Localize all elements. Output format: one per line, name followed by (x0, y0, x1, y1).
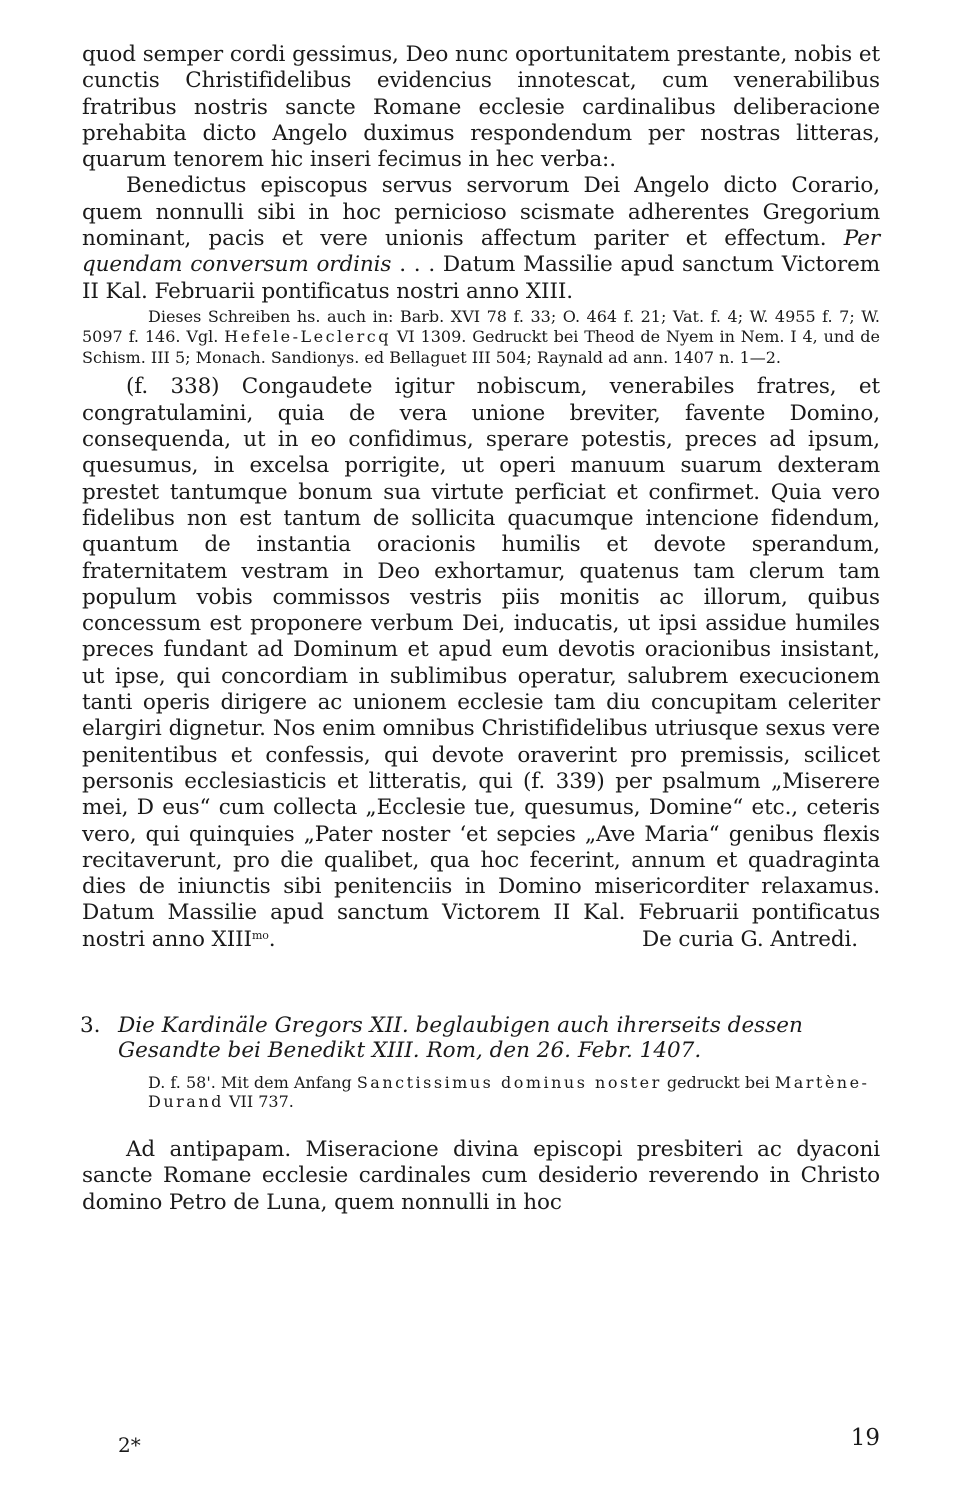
curia-signature: De curia G. Antredi. (641, 926, 858, 952)
footnote-sources-b: VI 1309. Gedruckt bei Theod de Nyem in Nem. I 4, und de Schism. III 5; Monach. Sandionys. ed Bellaguet III 504; Raynald ad ann. 1407 n. 1—2. (82, 327, 881, 367)
section-heading (82, 1013, 880, 1063)
paragraph-opening (82, 42, 880, 173)
section-note-c: VII 737. (228, 1092, 294, 1111)
section-title: Die Kardinäle Gregors XII. beglaubigen auch ihrerseits dessen Gesandte bei Benedikt XIII. Rom, den 26. Febr. 1407. (118, 1013, 803, 1063)
ad-antipapam-text: Ad antipapam. Miseracione divina episcopi presbiteri ac dyaconi sancte Romane ecclesie cardinales cum desiderio reverendo in Christo domino Petro de Luna, quem nonnulli in hoc (82, 1137, 880, 1215)
footnote-author: Hefele-Leclercq (224, 327, 391, 347)
section-note-b: gedruckt bei (666, 1073, 770, 1092)
section-note-incipit: Sanctissimus dominus noster (356, 1073, 662, 1092)
section-note-editor: Martène-Durand (148, 1073, 870, 1111)
letter-ellipsis: . . . (399, 252, 436, 278)
congaudete-end: . (268, 926, 276, 952)
letter-italic-phrase: Per quendam conversum ordinis (82, 226, 880, 278)
footnote-sources (82, 307, 880, 369)
paragraph-opening-text: quod semper cordi gessimus, Deo nunc oportunitatem prestante, nobis et cunctis Christifidelibus evidencius innotescat, cum venerabilibus fratribus nostris sancte Romane ecclesie cardinalibus deliberacione prehabita dicto Angelo duximus respondendum per nostras litteras, quarum tenorem hic inseri fecimus in hec verba:. (82, 42, 880, 173)
congaudete-text: (f. 338) Congaudete igitur nobiscum, venerabiles fratres, et congratulamini, quia de vera unione breviter, favente Domino, consequenda, ut in eo confidimus, sperare potestis, preces ad ipsum, quesumus, in excelsa porrigite, ut operi manuum suarum dexteram prestet tantumque bonum sua virtute perficiat et confirmet. Quia vero fidelibus non est tantum de sollicita quacumque intencione fidendum, quantum de instantia oracionis humilis et devote sperandum, fraternitatem vestram in Deo exhortamur, quatenus tam clerum tam populum vobis commissos vestris piis monitis ac illorum, quibus concessum est proponere verbum Dei, inducatis, ut ipsi assidue humiles preces fundant ad Dominum et apud eum devotis oracionibus insistant, ut ipse, qui concordiam in sublimibus operatur, salubrem execucionem tanti operis dirigere ac unionem ecclesie tam diu concupitam celeriter elargiri dignetur. Nos enim omnibus Christifidelibus utriusque sexus vere penitentibus et confessis, qui devote oraverint pro premissis, scilicet personis ecclesiasticis et litteratis, qui (f. 339) per psalmum „Miserere mei, D eus“ cum collecta „Ecclesie tue, quesumus, Domine“ etc., ceteris vero, qui quinquies „Pater noster ‘et sepcies „Ave Maria“ genibus flexis recitaverunt, pro die qualibet, qua hoc fecerint, annum et quadraginta dies de iniunctis sibi penitenciis in Domino misericorditer relaxamus. Datum Massilie apud sanctum Victorem II Kal. Februarii pontificatus nostri anno XIII (82, 374, 880, 952)
page-content (82, 42, 880, 1216)
ordinal-superscript: mo (251, 928, 269, 942)
page-number: 19 (850, 1425, 880, 1451)
section-note-a: D. f. 58'. Mit dem Anfang (148, 1073, 352, 1092)
footnote-sources-a: Dieses Schreiben hs. auch in: Barb. XVI 78 f. 33; O. 464 f. 21; Vat. f. 4; W. 4955 f. 7; W. 5097 f. 146. Vgl. (82, 306, 880, 347)
section-number: 3. (80, 1013, 101, 1038)
letter-text: Benedictus episcopus servus servorum Dei Angelo dicto Corario, quem nonnulli sibi in hoc pernicioso scismate adherentes Gregorium nominant, pacis et vere unionis affectum pariter et effectum. (82, 173, 880, 252)
letter-dating: Datum Massilie apud sanctum Victorem II Kal. Februarii pontificatus nostri anno XIII. (82, 252, 881, 304)
signature-mark: 2* (118, 1433, 141, 1457)
paragraph-congaudete (82, 374, 880, 953)
paragraph-ad-antipapam (82, 1137, 880, 1216)
paragraph-letter-benedictus (82, 173, 880, 304)
section-source-note (148, 1073, 880, 1111)
